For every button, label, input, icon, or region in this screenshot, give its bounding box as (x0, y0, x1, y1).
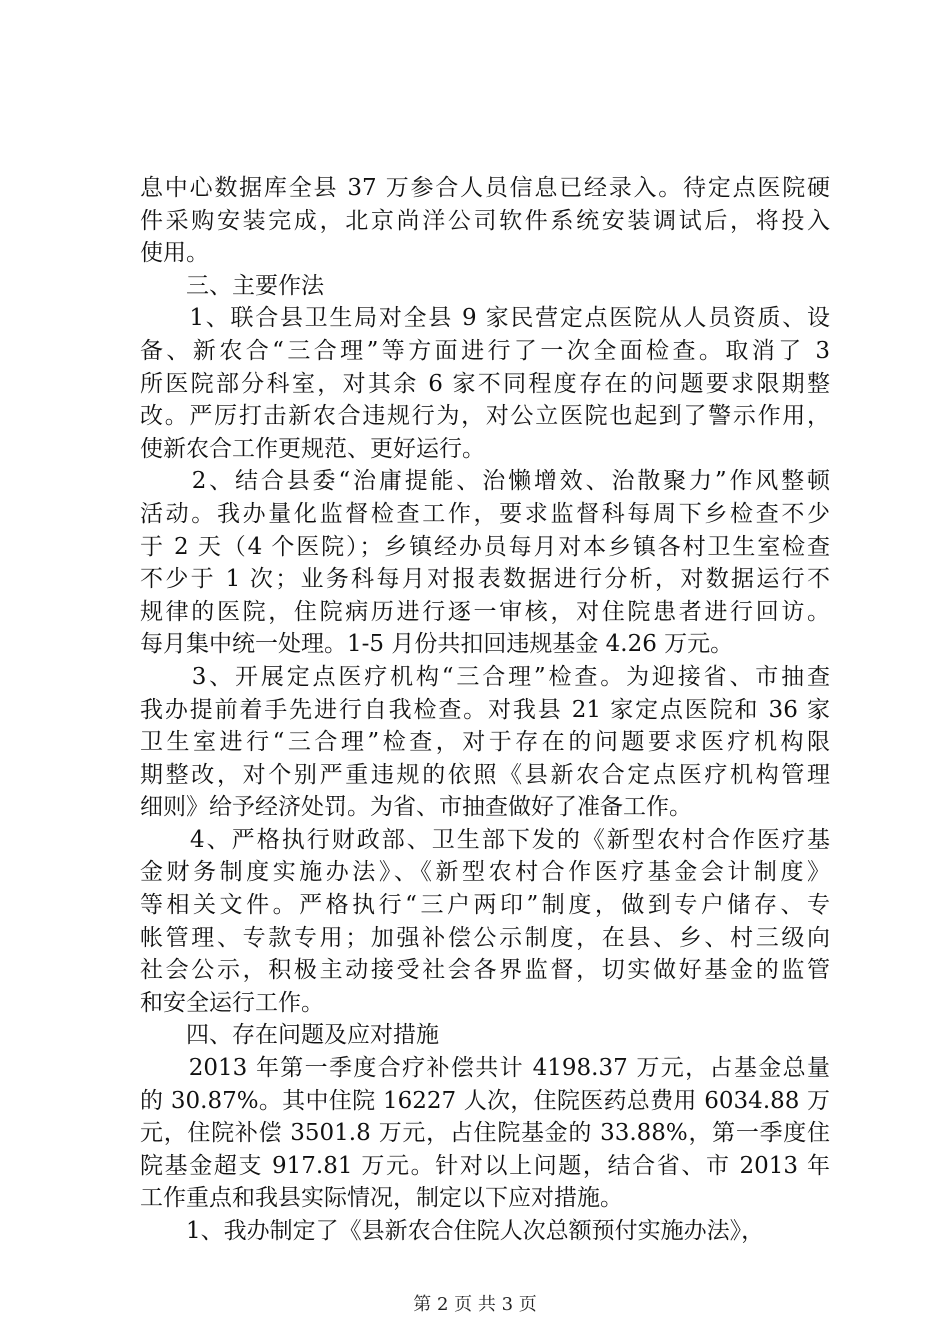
text-line: 使用。 (140, 240, 209, 267)
text-line: 规律的医院，住院病历进行逐一审核，对住院患者进行回访。 (140, 598, 830, 625)
text-line: 于 2 天（4 个医院）；乡镇经办员每月对本乡镇各村卫生室检查 (140, 533, 830, 560)
text-line: 息中心数据库全县 37 万参合人员信息已经录入。待定点医院硬 (140, 175, 830, 201)
paragraph (140, 1052, 830, 1215)
document-body (140, 172, 830, 1248)
page-number-label: 第 2 页 共 3 页 (413, 1294, 537, 1315)
text-line: 不少于 1 次；业务科每月对报表数据进行分析，对数据运行不 (140, 566, 830, 593)
text-line: 1、我办制定了《县新农合住院人次总额预付实施办法》， (140, 1218, 765, 1244)
text-line: 1、联合县卫生局对全县 9 家民营定点医院从人员资质、设 (140, 305, 830, 332)
text-line: 活动。我办量化监督检查工作，要求监督科每周下乡检查不少 (140, 500, 830, 527)
text-line: 改。严厉打击新农合违规行为，对公立医院也起到了警示作用， (140, 403, 830, 430)
text-line: 元，住院补偿 3501.8 万元，占住院基金的 33.88%，第一季度住 (140, 1120, 830, 1147)
text-line: 金财务制度实施办法》、《新型农村合作医疗基金会计制度》 (140, 859, 830, 886)
text-line: 备、新农合“三合理”等方面进行了一次全面检查。取消了 3 (140, 337, 830, 364)
text-line: 每月集中统一处理。1-5 月份共扣回违规基金 4.26 万元。 (140, 631, 734, 658)
heading-line: 三、主要作法 (186, 272, 324, 299)
text-line: 3、开展定点医疗机构“三合理”检查。为迎接省、市抽查 (140, 663, 830, 690)
heading-line: 四、存在问题及应对措施 (186, 1022, 439, 1049)
text-line: 4、严格执行财政部、卫生部下发的《新型农村合作医疗基 (140, 826, 830, 853)
text-line: 社会公示，积极主动接受社会各界监督，切实做好基金的监管 (140, 957, 830, 984)
paragraph (140, 465, 830, 661)
paragraph (140, 824, 830, 1020)
text-line: 帐管理、专款专用；加强补偿公示制度，在县、乡、村三级向 (140, 924, 830, 951)
text-line: 等相关文件。严格执行“三户两印”制度，做到专户储存、专 (140, 892, 830, 919)
text-line: 2013 年第一季度合疗补偿共计 4198.37 万元，占基金总量 (140, 1055, 830, 1082)
section-heading (140, 1019, 830, 1052)
text-line: 所医院部分科室，对其余 6 家不同程度存在的问题要求限期整 (140, 370, 830, 397)
text-line: 期整改，对个别严重违规的依照《县新农合定点医疗机构管理 (140, 761, 830, 788)
paragraph (140, 661, 830, 824)
text-line: 和安全运行工作。 (140, 989, 324, 1016)
text-line: 使新农合工作更规范、更好运行。 (140, 435, 485, 462)
paragraph (140, 1215, 830, 1248)
text-line: 工作重点和我县实际情况，制定以下应对措施。 (140, 1185, 623, 1212)
text-line: 我办提前着手先进行自我检查。对我县 21 家定点医院和 36 家 (140, 696, 830, 723)
text-line: 件采购安装完成，北京尚洋公司软件系统安装调试后，将投入 (140, 207, 830, 234)
text-line: 2、结合县委“治庸提能、治懒增效、治散聚力”作风整顿 (140, 468, 830, 495)
text-line: 细则》给予经济处罚。为省、市抽查做好了准备工作。 (140, 794, 692, 821)
section-heading (140, 270, 830, 303)
page-footer (0, 1290, 950, 1316)
text-line: 卫生室进行“三合理”检查，对于存在的问题要求医疗机构限 (140, 729, 830, 756)
text-line: 院基金超支 917.81 万元。针对以上问题，结合省、市 2013 年 (140, 1152, 830, 1179)
paragraph (140, 302, 830, 465)
paragraph (140, 172, 830, 270)
text-line: 的 30.87%。其中住院 16227 人次，住院医药总费用 6034.88 万 (140, 1087, 830, 1114)
